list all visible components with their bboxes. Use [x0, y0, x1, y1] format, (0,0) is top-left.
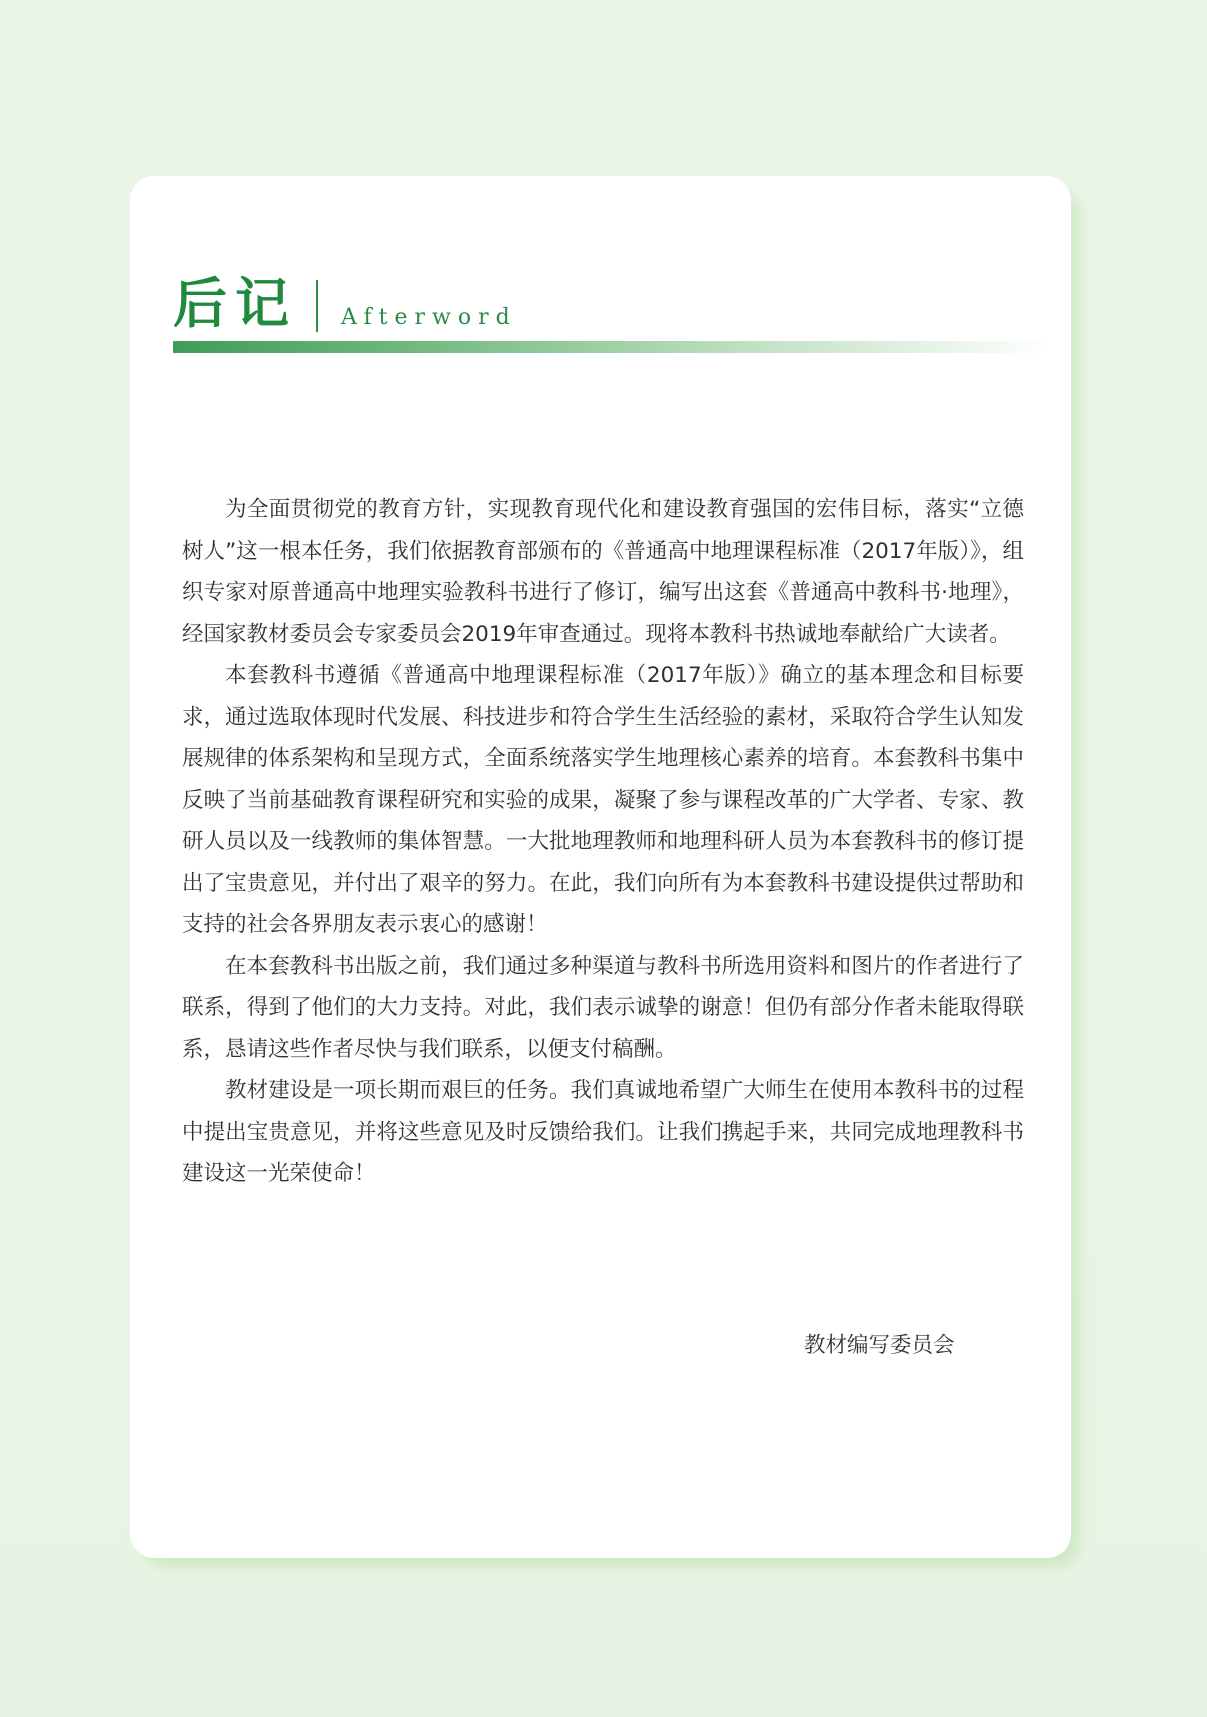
- title-divider: [316, 280, 318, 332]
- paragraph: 本套教科书遵循《普通高中地理课程标准（2017年版）》确立的基本理念和目标要求，通过选取体现时代发展、科技进步和符合学生生活经验的素材，采取符合学生认知发展规律的体系架构和呈现方式，全面系统落实学生地理核心素养的培育。本套教科书集中反映了当前基础教育课程研究和实验的成果，凝聚了参与课程改革的广大学者、专家、教研人员以及一线教师的集体智慧。一大批地理教师和地理科研人员为本套教科书的修订提出了宝贵意见，并付出了艰辛的努力。在此，我们向所有为本套教科书建设提供过帮助和支持的社会各界朋友表示衷心的感谢！: [182, 663, 1024, 937]
- signature: 教材编写委员会: [804, 1333, 955, 1358]
- page-card: [130, 176, 1071, 1558]
- header-rule: [173, 341, 1053, 353]
- page-title: 后记: [173, 272, 297, 335]
- afterword-body: [182, 489, 1024, 1195]
- paragraph: 教材建设是一项长期而艰巨的任务。我们真诚地希望广大师生在使用本教科书的过程中提出宝贵意见，并将这些意见及时反馈给我们。让我们携起手来，共同完成地理教科书建设这一光荣使命！: [182, 1078, 1024, 1186]
- paragraph: 在本套教科书出版之前，我们通过多种渠道与教科书所选用资料和图片的作者进行了联系，得到了他们的大力支持。对此，我们表示诚挚的谢意！但仍有部分作者未能取得联系，恳请这些作者尽快与我们联系，以便支付稿酬。: [182, 953, 1024, 1062]
- paragraph: 为全面贯彻党的教育方针，实现教育现代化和建设教育强国的宏伟目标，落实“立德树人”这一根本任务，我们依据教育部颁布的《普通高中地理课程标准（2017年版）》，组织专家对原普通高中地理实验教科书进行了修订，编写出这套《普通高中教科书·地理》，经国家教材委员会专家委员会2019年审查通过。现将本教科书热诚地奉献给广大读者。: [182, 497, 1024, 647]
- page-subtitle: Afterword: [341, 305, 517, 330]
- afterword-header: [173, 272, 1053, 352]
